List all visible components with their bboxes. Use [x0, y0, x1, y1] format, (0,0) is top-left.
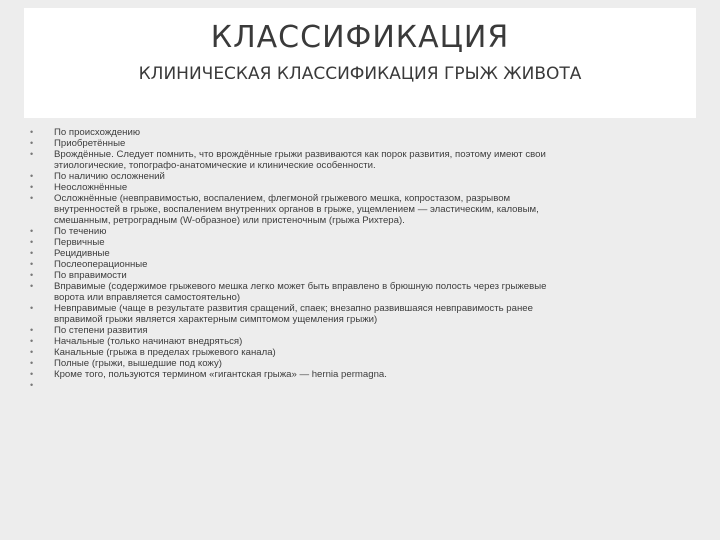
bullet-icon: • [30, 347, 34, 357]
list-item-text: Начальные (только начинают внедряться) [54, 336, 243, 347]
list-item [30, 336, 670, 347]
list-item [30, 127, 670, 138]
list-item-text: Послеоперационные [54, 259, 148, 270]
slide-title: КЛАССИФИКАЦИЯ [210, 20, 510, 55]
list-item-text: По происхождению [54, 127, 141, 138]
list-item-text: По вправимости [54, 270, 127, 281]
bullet-icon: • [30, 270, 34, 280]
list-item-text: Осложнённые (невправимостью, воспалением, флегмоной грыжевого мешка, копростазом, разрывом внутренностей в грыже, воспалением внутренних органов в грыже, ущемлением — эластическим, каловым, смешанным, ретроградным (W-образное) или пристеночным (грыжа Рихтера). [54, 193, 539, 226]
bullet-icon: • [30, 193, 34, 203]
bullet-icon: • [30, 237, 34, 247]
list-item [30, 149, 670, 171]
list-item-text: По течению [54, 226, 107, 237]
bullet-icon: • [30, 171, 34, 181]
bullet-icon: • [30, 259, 34, 269]
slide-content [30, 127, 670, 391]
bullet-icon: • [30, 149, 34, 159]
list-item-text: Полные (грыжи, вышедшие под кожу) [54, 358, 222, 369]
bullet-icon: • [30, 138, 34, 148]
list-item-text: Вправимые (содержимое грыжевого мешка легко может быть вправлено в брюшную полость через грыжевые ворота или вправляется самостоятельно) [54, 281, 547, 303]
bullet-icon: • [30, 127, 34, 137]
list-item-text: Первичные [54, 237, 105, 248]
list-item [30, 138, 670, 149]
bullet-icon: • [30, 358, 34, 368]
list-item-text: Рецидивные [54, 248, 110, 259]
list-item [30, 259, 670, 270]
list-item [30, 171, 670, 182]
bullet-icon: • [30, 336, 34, 346]
list-item-text: По наличию осложнений [54, 171, 165, 182]
list-item [30, 248, 670, 259]
list-item [30, 358, 670, 369]
list-item-text: Приобретённые [54, 138, 126, 149]
list-item-text: Кроме того, пользуются термином «гигантская грыжа» — hernia permagna. [54, 369, 387, 380]
list-item [30, 237, 670, 248]
bullet-icon: • [30, 325, 34, 335]
title-card [24, 8, 696, 118]
list-item [30, 325, 670, 336]
list-item-text: Врождённые. Следует помнить, что врождённые грыжи развиваются как порок развития, поэтому имеют свои этиологические, топографо-анатомические и клинические особенности. [54, 149, 546, 171]
bullet-icon: • [30, 380, 34, 390]
bullet-icon: • [30, 281, 34, 291]
bullet-icon: • [30, 303, 34, 313]
list-item-text: Неосложнённые [54, 182, 128, 193]
bullet-list [30, 127, 670, 391]
bullet-icon: • [30, 182, 34, 192]
list-item [30, 270, 670, 281]
list-item-text: По степени развития [54, 325, 148, 336]
list-item-text: Канальные (грыжа в пределах грыжевого канала) [54, 347, 276, 358]
list-item [30, 226, 670, 237]
list-item [30, 281, 670, 303]
list-item [30, 193, 670, 226]
bullet-icon: • [30, 226, 34, 236]
list-item [30, 347, 670, 358]
list-item [30, 380, 670, 391]
bullet-icon: • [30, 248, 34, 258]
list-item-text: Невправимые (чаще в результате развития сращений, спаек; внезапно развившаяся невправимость ранее вправимой грыжи является характерным симптомом ущемления грыжи) [54, 303, 533, 325]
list-item [30, 303, 670, 325]
bullet-icon: • [30, 369, 34, 379]
list-item [30, 182, 670, 193]
list-item [30, 369, 670, 380]
slide-subtitle: КЛИНИЧЕСКАЯ КЛАССИФИКАЦИЯ ГРЫЖ ЖИВОТА [138, 64, 582, 84]
